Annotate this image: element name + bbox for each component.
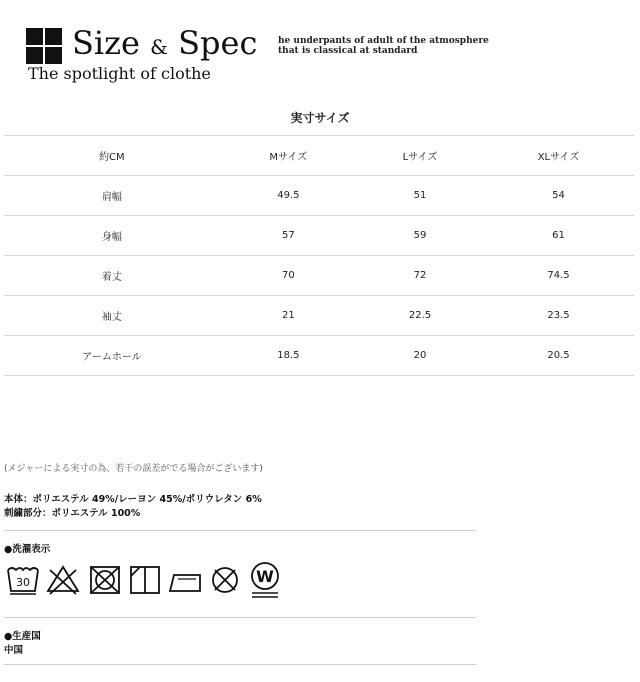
- brand-logo-icon: [26, 28, 62, 64]
- table-cell: 22.5: [357, 296, 483, 336]
- material-info: [4, 493, 262, 521]
- table-cell: 61: [483, 216, 634, 256]
- table-cell: 72: [357, 256, 483, 296]
- no-dry-clean-icon: [208, 560, 242, 596]
- table-header-cell: Lサイズ: [357, 136, 483, 176]
- table-row: [4, 216, 634, 256]
- table-row: [4, 256, 634, 296]
- divider: [4, 530, 476, 531]
- table-cell: 51: [357, 176, 483, 216]
- table-cell: 袖丈: [4, 296, 220, 336]
- no-bleach-icon: [46, 560, 80, 596]
- line-dry-icon: [128, 560, 162, 596]
- table-cell: 身幅: [4, 216, 220, 256]
- size-table: [4, 135, 634, 376]
- table-row: [4, 296, 634, 336]
- measurement-note: (メジャーによる実寸の為、若干の誤差がでる場合がございます): [4, 464, 263, 474]
- brand-subtitle: The spotlight of clothe: [28, 64, 211, 83]
- table-cell: 21: [220, 296, 357, 336]
- table-cell: 23.5: [483, 296, 634, 336]
- origin-label: ●生産国: [4, 631, 41, 642]
- brand-tagline: he underpants of adult of the atmosphere that is classical at standard: [278, 36, 489, 56]
- wash-30-icon: [6, 560, 40, 596]
- table-header-row: [4, 136, 634, 176]
- wet-clean-icon: [248, 560, 282, 600]
- table-cell: 54: [483, 176, 634, 216]
- table-cell: 20.5: [483, 336, 634, 376]
- brand-title: Size & Spec: [72, 24, 258, 62]
- low-iron-icon: [166, 560, 204, 596]
- size-section-title: 実寸サイズ: [290, 111, 350, 125]
- divider: [4, 617, 476, 618]
- care-label: ●洗濯表示: [4, 544, 51, 555]
- care-symbols: [6, 560, 306, 600]
- table-cell: 肩幅: [4, 176, 220, 216]
- table-row: [4, 336, 634, 376]
- table-header-cell: Mサイズ: [220, 136, 357, 176]
- table-header-cell: 約CM: [4, 136, 220, 176]
- material-line: 刺繍部分：ポリエステル 100%: [4, 508, 141, 519]
- table-cell: 20: [357, 336, 483, 376]
- wet-clean-letter: W: [256, 567, 274, 586]
- table-header-cell: XLサイズ: [483, 136, 634, 176]
- table-cell: 49.5: [220, 176, 357, 216]
- table-cell: 70: [220, 256, 357, 296]
- material-line: 本体：ポリエステル 49%/レーヨン 45%/ポリウレタン 6%: [4, 494, 262, 505]
- table-cell: 57: [220, 216, 357, 256]
- brand-header: [26, 24, 626, 88]
- table-row: [4, 176, 634, 216]
- table-cell: 18.5: [220, 336, 357, 376]
- table-cell: 74.5: [483, 256, 634, 296]
- table-cell: 着丈: [4, 256, 220, 296]
- wash-temperature: 30: [16, 576, 30, 589]
- table-cell: アームホール: [4, 336, 220, 376]
- origin-value: 中国: [4, 645, 24, 656]
- table-cell: 59: [357, 216, 483, 256]
- no-tumble-dry-icon: [88, 560, 122, 596]
- divider: [4, 664, 476, 665]
